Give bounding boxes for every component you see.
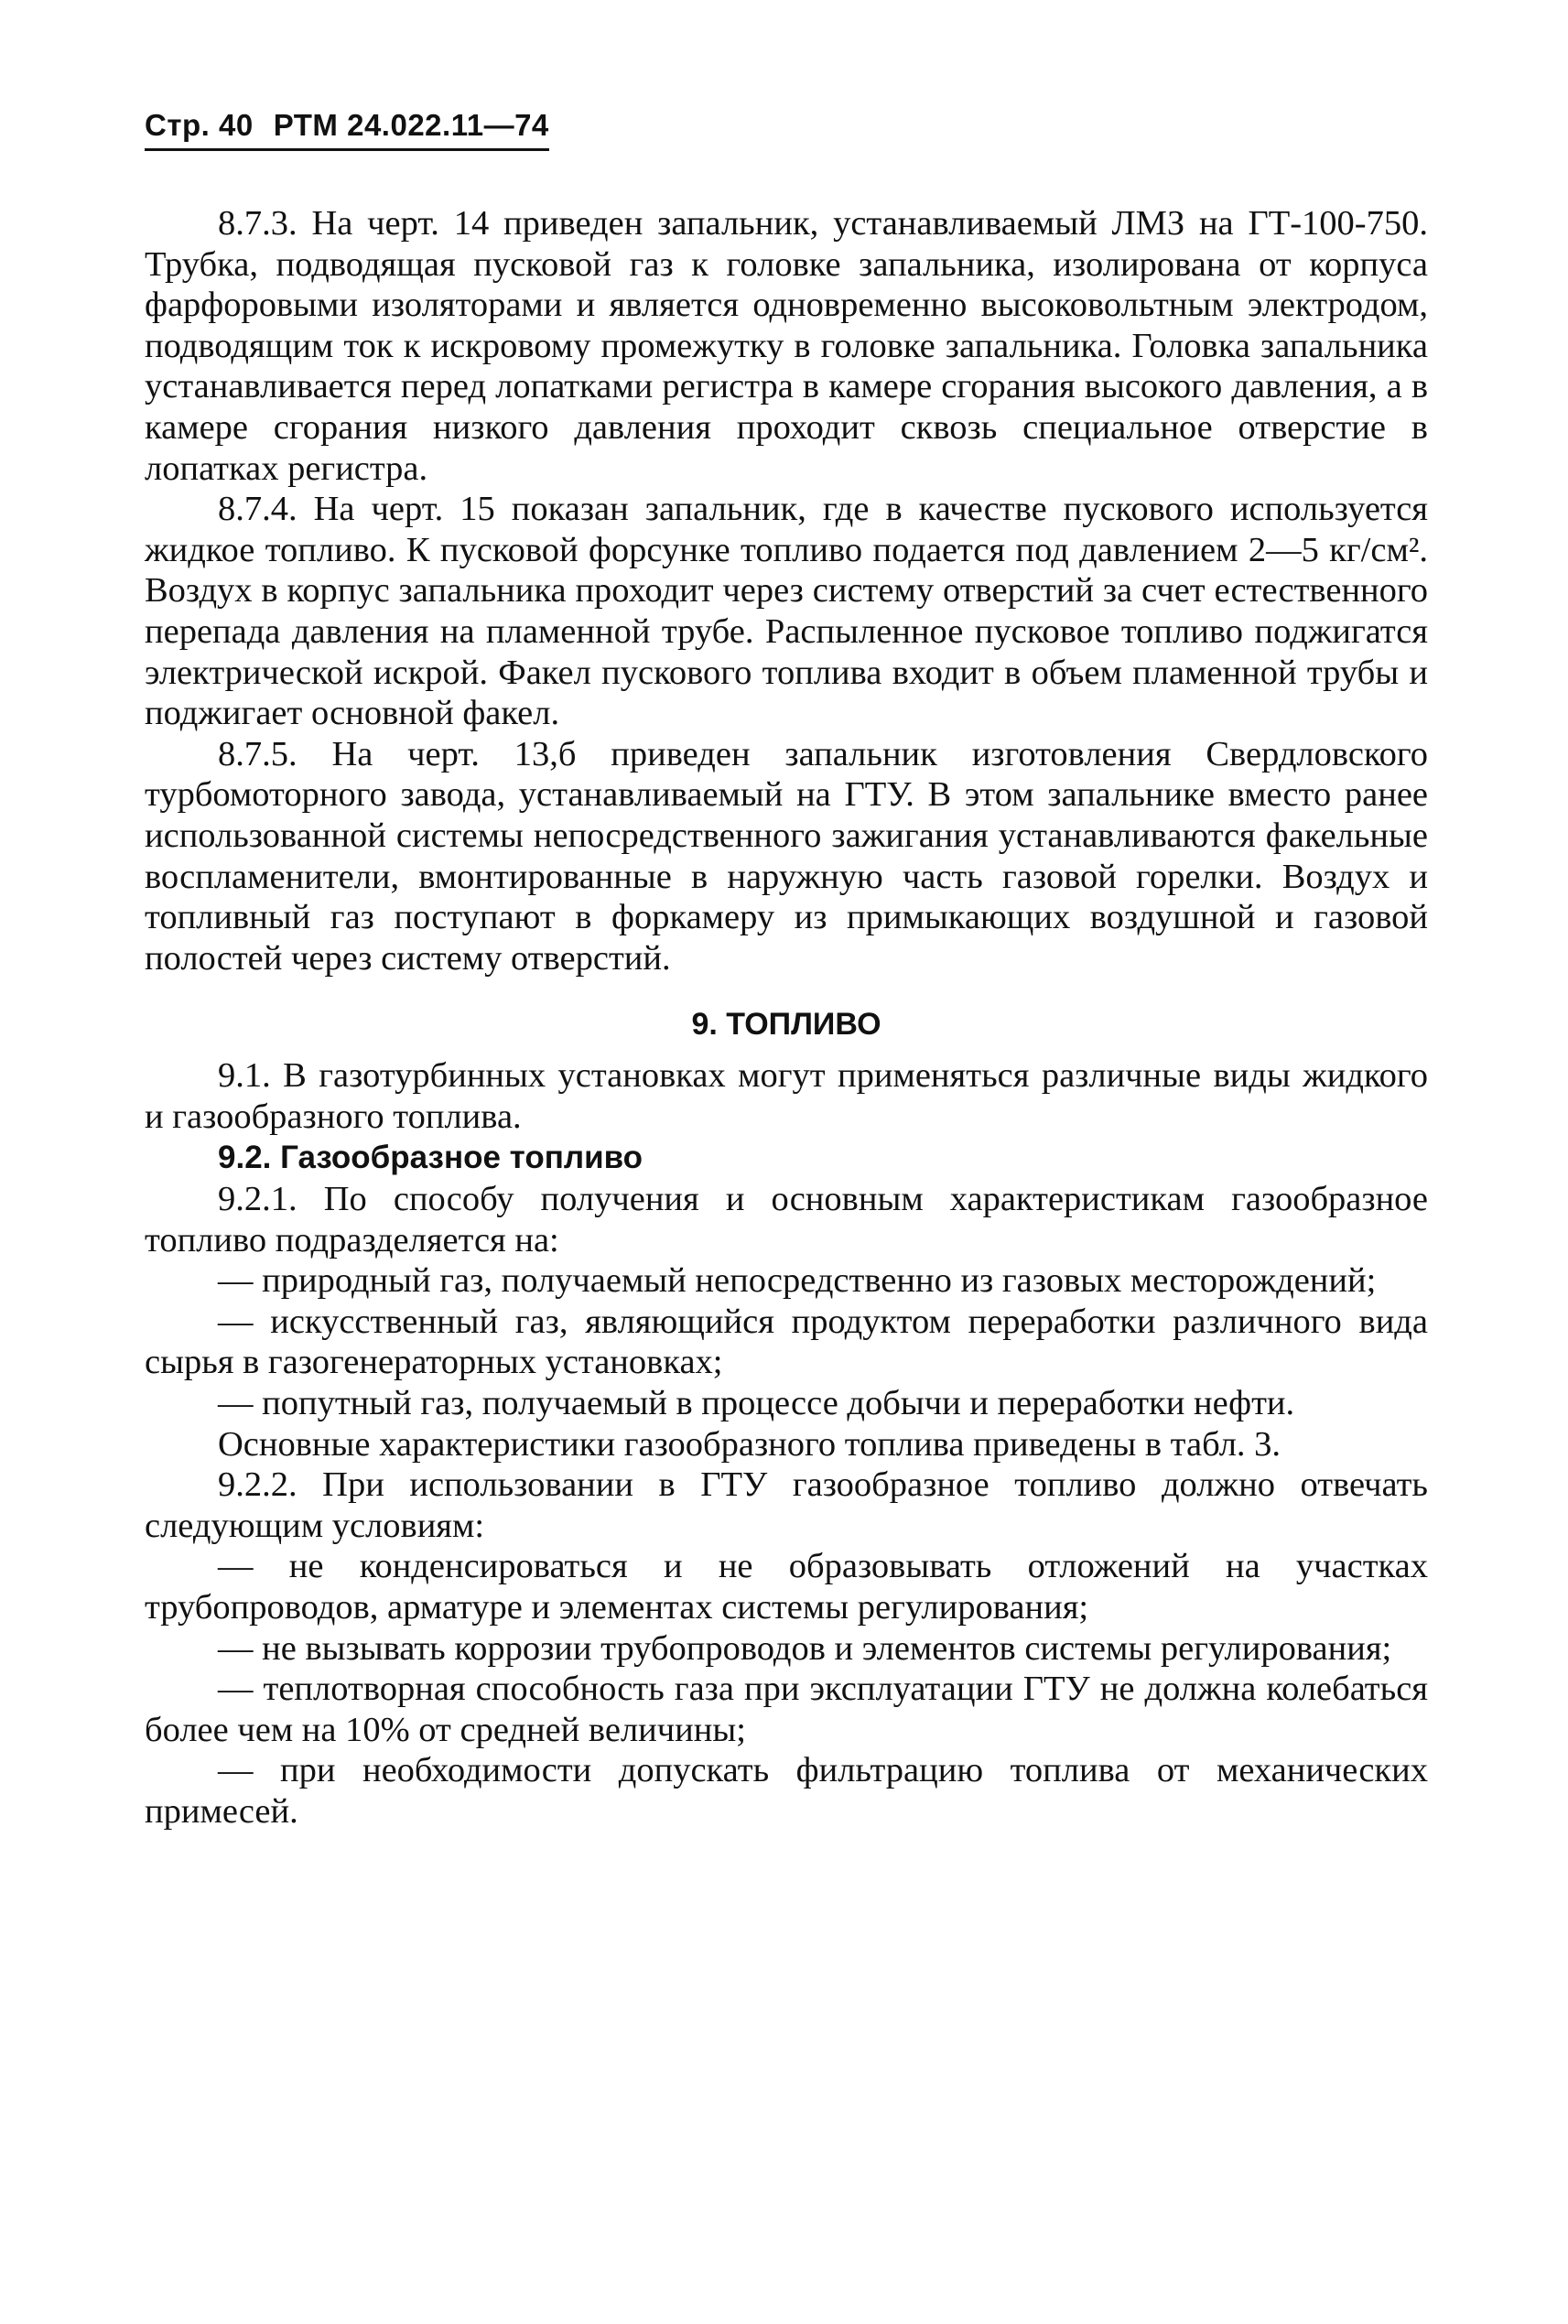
- list-item-natural-gas: — природный газ, получаемый непосредственно из газовых месторождений;: [218, 1261, 1377, 1301]
- document-code: РТМ 24.022.11—74: [273, 108, 549, 142]
- paragraph-table-reference: Основные характеристики газообразного топлива приведены в табл. 3.: [218, 1424, 1281, 1464]
- list-item-condition-condensation: — не конденсироваться и не образовывать отложений на участках трубопроводов, арматуре и элементах системы регулирования;: [145, 1547, 1428, 1627]
- paragraph-8-7-3: 8.7.3. На черт. 14 приведен запальник, устанавливаемый ЛМЗ на ГТ-100-750. Трубка, подводящая пусковой газ к головке запальника, изолирована от корпуса фарфоровыми изоляторами и является одновременно высоковольтным электродом, подводящим ток к искровому промежутку в головке запальника. Головка запальника устанавливается перед лопатками регистра в камере сгорания высокого давления, а в камере сгорания низкого давления проходит сквозь специальное отверстие в лопатках регистра.: [145, 204, 1428, 488]
- paragraph-9-2-2: 9.2.2. При использовании в ГТУ газообразное топливо должно отвечать следующим условиям:: [145, 1465, 1428, 1545]
- paragraph-8-7-4: 8.7.4. На черт. 15 показан запальник, где в качестве пускового используется жидкое топливо. К пусковой форсунке топливо подается под давлением 2—5 кг/см². Воздух в корпус запальника проходит через систему отверстий за счет естественного перепада давления на пламенной трубе. Распыленное пусковое топливо поджигатся электрической искрой. Факел пускового топлива входит в объем пламенной трубы и поджигает основной факел.: [145, 490, 1428, 733]
- list-item-condition-heating-value: — теплотворная способность газа при эксплуатации ГТУ не должна колебаться более чем на 10% от средней величины;: [145, 1670, 1428, 1749]
- paragraph-8-7-5: 8.7.5. На черт. 13,б приведен запальник изготовления Свердловского турбомоторного завода, устанавливаемый на ГТУ. В этом запальнике вместо ранее использованной системы непосредственного зажигания устанавливаются факельные воспламенители, вмонтированные в наружную часть газовой горелки. Воздух и топливный газ поступают в форкамеру из примыкающих воздушной и газовой полостей через систему отверстий.: [145, 734, 1428, 978]
- paragraph-9-2-1: 9.2.1. По способу получения и основным характеристикам газообразное топливо подразделяется на:: [145, 1180, 1428, 1259]
- list-item-associated-gas: — попутный газ, получаемый в процессе добычи и переработки нефти.: [218, 1384, 1295, 1423]
- subsection-title-gaseous-fuel: [145, 1137, 1428, 1179]
- section-title-fuel: 9. ТОПЛИВО: [691, 1007, 881, 1043]
- subsection-title-text: 9.2. Газообразное топливо: [218, 1140, 643, 1176]
- page-body: [145, 203, 1428, 1832]
- page-header: [145, 108, 549, 151]
- list-item-condition-filtration: — при необходимости допускать фильтрацию топлива от механических примесей.: [145, 1751, 1428, 1831]
- list-item-artificial-gas: — искусственный газ, являющийся продуктом переработки различного вида сырья в газогенераторных установках;: [145, 1302, 1428, 1382]
- page-number: Стр. 40: [145, 108, 254, 142]
- paragraph-9-1: 9.1. В газотурбинных установках могут применяться различные виды жидкого и газообразного топлива.: [145, 1056, 1428, 1136]
- list-item-condition-corrosion: — не вызывать коррозии трубопроводов и элементов системы регулирования;: [218, 1628, 1392, 1668]
